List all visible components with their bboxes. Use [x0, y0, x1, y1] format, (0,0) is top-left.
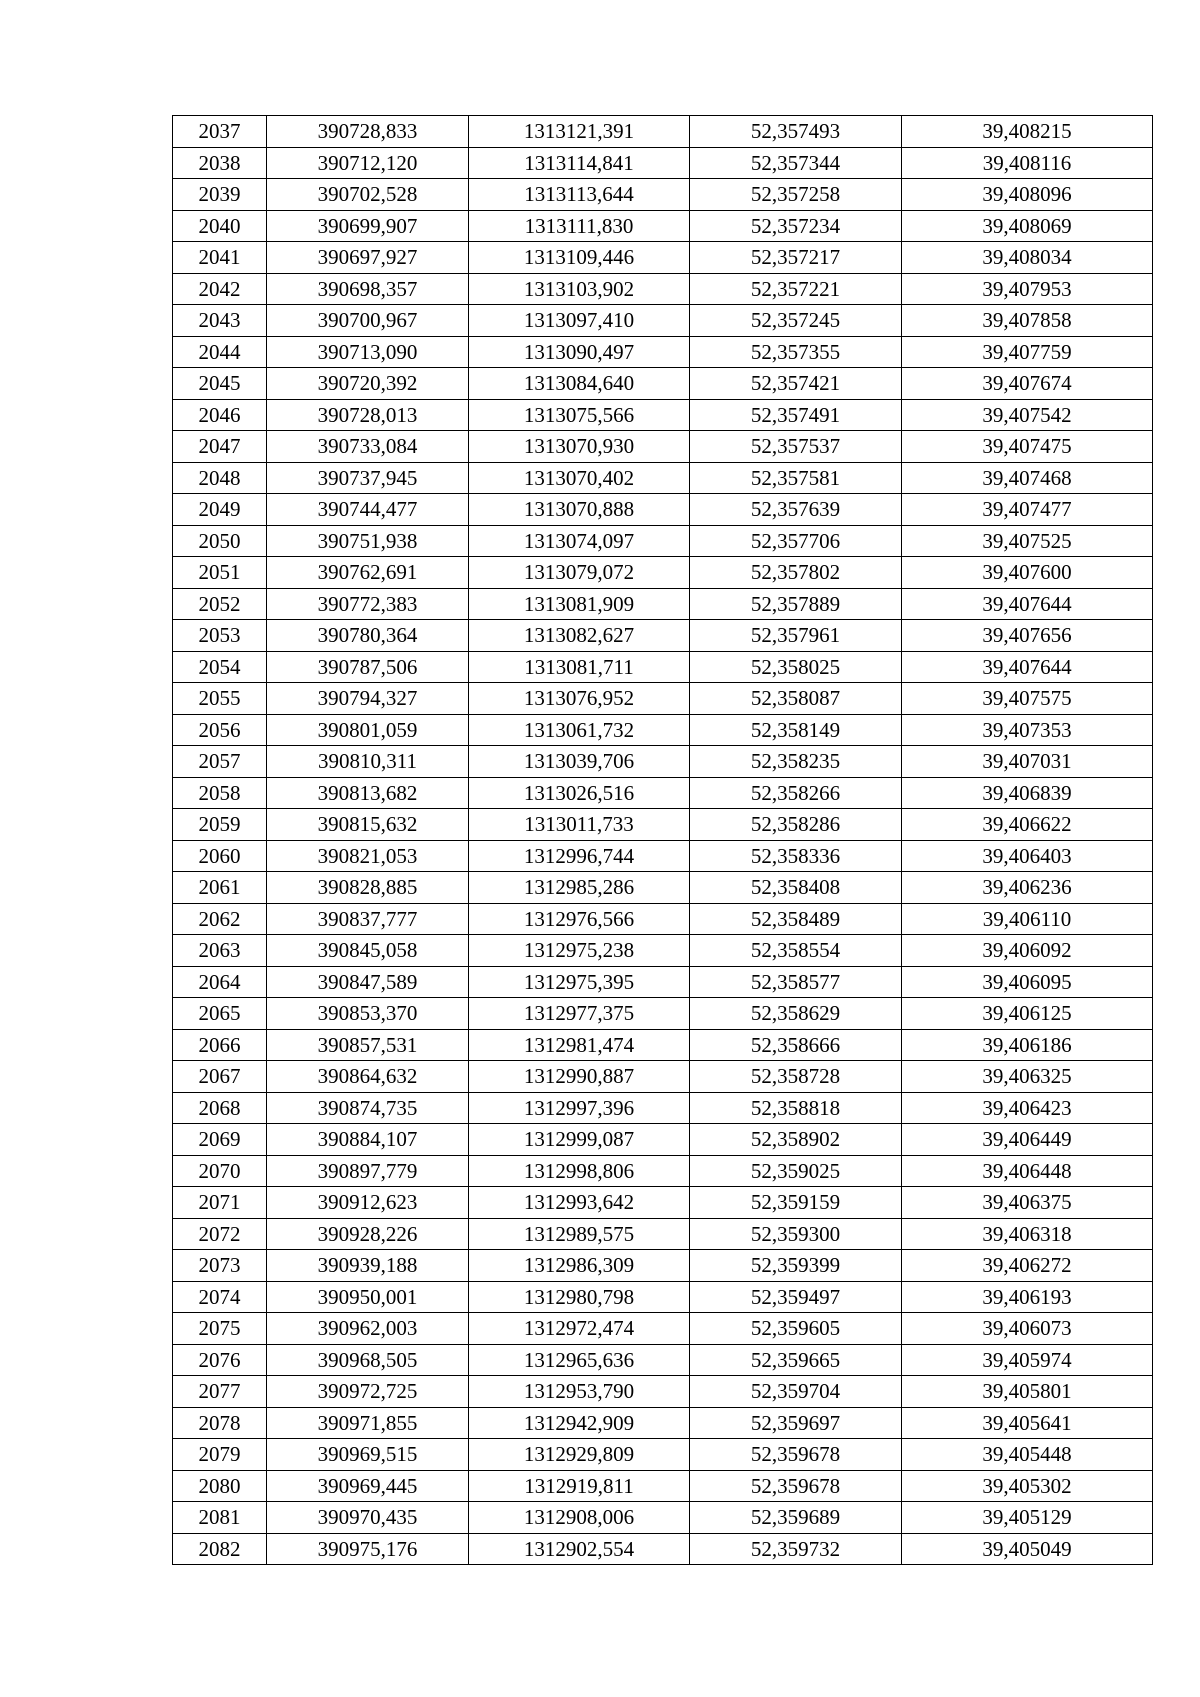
- x-coordinate-cell: 390728,833: [267, 116, 469, 148]
- latitude-cell: 52,359399: [690, 1250, 902, 1282]
- x-coordinate-cell: 390698,357: [267, 273, 469, 305]
- y-coordinate-cell: 1313070,402: [469, 462, 690, 494]
- point-number-cell: 2045: [173, 368, 267, 400]
- point-number-cell: 2072: [173, 1218, 267, 1250]
- table-row: [173, 998, 1153, 1030]
- x-coordinate-cell: 390772,383: [267, 588, 469, 620]
- longitude-cell: 39,407656: [902, 620, 1153, 652]
- table-row: [173, 903, 1153, 935]
- longitude-cell: 39,406110: [902, 903, 1153, 935]
- latitude-cell: 52,359732: [690, 1533, 902, 1565]
- x-coordinate-cell: 390853,370: [267, 998, 469, 1030]
- longitude-cell: 39,406092: [902, 935, 1153, 967]
- table-row: [173, 305, 1153, 337]
- y-coordinate-cell: 1312975,238: [469, 935, 690, 967]
- longitude-cell: 39,406186: [902, 1029, 1153, 1061]
- longitude-cell: 39,406125: [902, 998, 1153, 1030]
- point-number-cell: 2071: [173, 1187, 267, 1219]
- y-coordinate-cell: 1313011,733: [469, 809, 690, 841]
- point-number-cell: 2041: [173, 242, 267, 274]
- table-row: [173, 1502, 1153, 1534]
- point-number-cell: 2081: [173, 1502, 267, 1534]
- y-coordinate-cell: 1312990,887: [469, 1061, 690, 1093]
- point-number-cell: 2038: [173, 147, 267, 179]
- table-row: [173, 525, 1153, 557]
- latitude-cell: 52,359605: [690, 1313, 902, 1345]
- latitude-cell: 52,358408: [690, 872, 902, 904]
- table-row: [173, 746, 1153, 778]
- longitude-cell: 39,406448: [902, 1155, 1153, 1187]
- x-coordinate-cell: 390864,632: [267, 1061, 469, 1093]
- latitude-cell: 52,359704: [690, 1376, 902, 1408]
- y-coordinate-cell: 1313070,888: [469, 494, 690, 526]
- y-coordinate-cell: 1313090,497: [469, 336, 690, 368]
- point-number-cell: 2046: [173, 399, 267, 431]
- point-number-cell: 2060: [173, 840, 267, 872]
- latitude-cell: 52,358087: [690, 683, 902, 715]
- latitude-cell: 52,357245: [690, 305, 902, 337]
- latitude-cell: 52,358902: [690, 1124, 902, 1156]
- table-row: [173, 273, 1153, 305]
- y-coordinate-cell: 1312986,309: [469, 1250, 690, 1282]
- latitude-cell: 52,358666: [690, 1029, 902, 1061]
- longitude-cell: 39,406839: [902, 777, 1153, 809]
- y-coordinate-cell: 1312908,006: [469, 1502, 690, 1534]
- latitude-cell: 52,359665: [690, 1344, 902, 1376]
- longitude-cell: 39,407542: [902, 399, 1153, 431]
- longitude-cell: 39,406073: [902, 1313, 1153, 1345]
- y-coordinate-cell: 1312999,087: [469, 1124, 690, 1156]
- longitude-cell: 39,407644: [902, 651, 1153, 683]
- point-number-cell: 2068: [173, 1092, 267, 1124]
- latitude-cell: 52,357234: [690, 210, 902, 242]
- latitude-cell: 52,359159: [690, 1187, 902, 1219]
- point-number-cell: 2040: [173, 210, 267, 242]
- latitude-cell: 52,358235: [690, 746, 902, 778]
- y-coordinate-cell: 1312975,395: [469, 966, 690, 998]
- point-number-cell: 2052: [173, 588, 267, 620]
- latitude-cell: 52,358266: [690, 777, 902, 809]
- y-coordinate-cell: 1312985,286: [469, 872, 690, 904]
- point-number-cell: 2059: [173, 809, 267, 841]
- longitude-cell: 39,405049: [902, 1533, 1153, 1565]
- x-coordinate-cell: 390810,311: [267, 746, 469, 778]
- x-coordinate-cell: 390912,623: [267, 1187, 469, 1219]
- point-number-cell: 2043: [173, 305, 267, 337]
- table-row: [173, 1439, 1153, 1471]
- y-coordinate-cell: 1313097,410: [469, 305, 690, 337]
- latitude-cell: 52,358554: [690, 935, 902, 967]
- table-row: [173, 1155, 1153, 1187]
- y-coordinate-cell: 1312993,642: [469, 1187, 690, 1219]
- table-row: [173, 651, 1153, 683]
- point-number-cell: 2082: [173, 1533, 267, 1565]
- table-row: [173, 1124, 1153, 1156]
- latitude-cell: 52,357221: [690, 273, 902, 305]
- point-number-cell: 2067: [173, 1061, 267, 1093]
- point-number-cell: 2080: [173, 1470, 267, 1502]
- x-coordinate-cell: 390884,107: [267, 1124, 469, 1156]
- latitude-cell: 52,358489: [690, 903, 902, 935]
- longitude-cell: 39,405641: [902, 1407, 1153, 1439]
- table-row: [173, 210, 1153, 242]
- longitude-cell: 39,405129: [902, 1502, 1153, 1534]
- x-coordinate-cell: 390971,855: [267, 1407, 469, 1439]
- x-coordinate-cell: 390874,735: [267, 1092, 469, 1124]
- y-coordinate-cell: 1312980,798: [469, 1281, 690, 1313]
- x-coordinate-cell: 390801,059: [267, 714, 469, 746]
- x-coordinate-cell: 390700,967: [267, 305, 469, 337]
- point-number-cell: 2039: [173, 179, 267, 211]
- point-number-cell: 2061: [173, 872, 267, 904]
- longitude-cell: 39,407475: [902, 431, 1153, 463]
- x-coordinate-cell: 390787,506: [267, 651, 469, 683]
- longitude-cell: 39,405801: [902, 1376, 1153, 1408]
- y-coordinate-cell: 1313074,097: [469, 525, 690, 557]
- latitude-cell: 52,359697: [690, 1407, 902, 1439]
- latitude-cell: 52,358818: [690, 1092, 902, 1124]
- x-coordinate-cell: 390794,327: [267, 683, 469, 715]
- table-row: [173, 179, 1153, 211]
- point-number-cell: 2047: [173, 431, 267, 463]
- table-row: [173, 935, 1153, 967]
- y-coordinate-cell: 1313081,909: [469, 588, 690, 620]
- x-coordinate-cell: 390713,090: [267, 336, 469, 368]
- longitude-cell: 39,408069: [902, 210, 1153, 242]
- table-row: [173, 336, 1153, 368]
- y-coordinate-cell: 1313109,446: [469, 242, 690, 274]
- x-coordinate-cell: 390780,364: [267, 620, 469, 652]
- x-coordinate-cell: 390813,682: [267, 777, 469, 809]
- x-coordinate-cell: 390969,445: [267, 1470, 469, 1502]
- longitude-cell: 39,405448: [902, 1439, 1153, 1471]
- table-row: [173, 620, 1153, 652]
- latitude-cell: 52,359300: [690, 1218, 902, 1250]
- y-coordinate-cell: 1313070,930: [469, 431, 690, 463]
- longitude-cell: 39,407953: [902, 273, 1153, 305]
- y-coordinate-cell: 1313111,830: [469, 210, 690, 242]
- point-number-cell: 2070: [173, 1155, 267, 1187]
- y-coordinate-cell: 1312929,809: [469, 1439, 690, 1471]
- longitude-cell: 39,408034: [902, 242, 1153, 274]
- y-coordinate-cell: 1312942,909: [469, 1407, 690, 1439]
- point-number-cell: 2073: [173, 1250, 267, 1282]
- latitude-cell: 52,359678: [690, 1439, 902, 1471]
- point-number-cell: 2050: [173, 525, 267, 557]
- point-number-cell: 2065: [173, 998, 267, 1030]
- x-coordinate-cell: 390975,176: [267, 1533, 469, 1565]
- table-row: [173, 147, 1153, 179]
- longitude-cell: 39,406375: [902, 1187, 1153, 1219]
- x-coordinate-cell: 390968,505: [267, 1344, 469, 1376]
- point-number-cell: 2057: [173, 746, 267, 778]
- latitude-cell: 52,358025: [690, 651, 902, 683]
- table-row: [173, 368, 1153, 400]
- longitude-cell: 39,405302: [902, 1470, 1153, 1502]
- y-coordinate-cell: 1313039,706: [469, 746, 690, 778]
- y-coordinate-cell: 1312981,474: [469, 1029, 690, 1061]
- longitude-cell: 39,407525: [902, 525, 1153, 557]
- point-number-cell: 2066: [173, 1029, 267, 1061]
- latitude-cell: 52,359025: [690, 1155, 902, 1187]
- latitude-cell: 52,357961: [690, 620, 902, 652]
- x-coordinate-cell: 390939,188: [267, 1250, 469, 1282]
- table-row: [173, 462, 1153, 494]
- y-coordinate-cell: 1313113,644: [469, 179, 690, 211]
- point-number-cell: 2076: [173, 1344, 267, 1376]
- table-row: [173, 872, 1153, 904]
- latitude-cell: 52,358149: [690, 714, 902, 746]
- point-number-cell: 2049: [173, 494, 267, 526]
- y-coordinate-cell: 1312965,636: [469, 1344, 690, 1376]
- x-coordinate-cell: 390720,392: [267, 368, 469, 400]
- point-number-cell: 2042: [173, 273, 267, 305]
- table-row: [173, 1407, 1153, 1439]
- latitude-cell: 52,358577: [690, 966, 902, 998]
- y-coordinate-cell: 1312953,790: [469, 1376, 690, 1408]
- longitude-cell: 39,405974: [902, 1344, 1153, 1376]
- x-coordinate-cell: 390972,725: [267, 1376, 469, 1408]
- longitude-cell: 39,407468: [902, 462, 1153, 494]
- table-row: [173, 840, 1153, 872]
- y-coordinate-cell: 1312976,566: [469, 903, 690, 935]
- longitude-cell: 39,407759: [902, 336, 1153, 368]
- table-row: [173, 1218, 1153, 1250]
- x-coordinate-cell: 390733,084: [267, 431, 469, 463]
- point-number-cell: 2044: [173, 336, 267, 368]
- table-row: [173, 1470, 1153, 1502]
- x-coordinate-cell: 390970,435: [267, 1502, 469, 1534]
- table-row: [173, 1029, 1153, 1061]
- x-coordinate-cell: 390751,938: [267, 525, 469, 557]
- point-number-cell: 2054: [173, 651, 267, 683]
- longitude-cell: 39,408116: [902, 147, 1153, 179]
- longitude-cell: 39,407674: [902, 368, 1153, 400]
- y-coordinate-cell: 1313081,711: [469, 651, 690, 683]
- x-coordinate-cell: 390702,528: [267, 179, 469, 211]
- y-coordinate-cell: 1312996,744: [469, 840, 690, 872]
- table-row: [173, 399, 1153, 431]
- table-row: [173, 809, 1153, 841]
- y-coordinate-cell: 1312919,811: [469, 1470, 690, 1502]
- y-coordinate-cell: 1313082,627: [469, 620, 690, 652]
- point-number-cell: 2062: [173, 903, 267, 935]
- table-row: [173, 1187, 1153, 1219]
- table-row: [173, 1061, 1153, 1093]
- latitude-cell: 52,357355: [690, 336, 902, 368]
- longitude-cell: 39,406622: [902, 809, 1153, 841]
- table-row: [173, 242, 1153, 274]
- point-number-cell: 2037: [173, 116, 267, 148]
- x-coordinate-cell: 390728,013: [267, 399, 469, 431]
- x-coordinate-cell: 390969,515: [267, 1439, 469, 1471]
- longitude-cell: 39,406272: [902, 1250, 1153, 1282]
- table-row: [173, 557, 1153, 589]
- y-coordinate-cell: 1313121,391: [469, 116, 690, 148]
- y-coordinate-cell: 1313061,732: [469, 714, 690, 746]
- x-coordinate-cell: 390950,001: [267, 1281, 469, 1313]
- y-coordinate-cell: 1312902,554: [469, 1533, 690, 1565]
- latitude-cell: 52,358629: [690, 998, 902, 1030]
- latitude-cell: 52,357889: [690, 588, 902, 620]
- x-coordinate-cell: 390815,632: [267, 809, 469, 841]
- latitude-cell: 52,358286: [690, 809, 902, 841]
- x-coordinate-cell: 390712,120: [267, 147, 469, 179]
- longitude-cell: 39,406095: [902, 966, 1153, 998]
- y-coordinate-cell: 1312977,375: [469, 998, 690, 1030]
- latitude-cell: 52,357639: [690, 494, 902, 526]
- x-coordinate-cell: 390828,885: [267, 872, 469, 904]
- latitude-cell: 52,357217: [690, 242, 902, 274]
- point-number-cell: 2053: [173, 620, 267, 652]
- longitude-cell: 39,407644: [902, 588, 1153, 620]
- point-number-cell: 2048: [173, 462, 267, 494]
- x-coordinate-cell: 390847,589: [267, 966, 469, 998]
- table-row: [173, 1533, 1153, 1565]
- longitude-cell: 39,408215: [902, 116, 1153, 148]
- y-coordinate-cell: 1312989,575: [469, 1218, 690, 1250]
- y-coordinate-cell: 1313114,841: [469, 147, 690, 179]
- table-row: [173, 1281, 1153, 1313]
- x-coordinate-cell: 390897,779: [267, 1155, 469, 1187]
- x-coordinate-cell: 390962,003: [267, 1313, 469, 1345]
- table-row: [173, 116, 1153, 148]
- latitude-cell: 52,359678: [690, 1470, 902, 1502]
- longitude-cell: 39,406423: [902, 1092, 1153, 1124]
- x-coordinate-cell: 390821,053: [267, 840, 469, 872]
- point-number-cell: 2077: [173, 1376, 267, 1408]
- y-coordinate-cell: 1312998,806: [469, 1155, 690, 1187]
- point-number-cell: 2079: [173, 1439, 267, 1471]
- y-coordinate-cell: 1313084,640: [469, 368, 690, 400]
- longitude-cell: 39,406318: [902, 1218, 1153, 1250]
- longitude-cell: 39,407858: [902, 305, 1153, 337]
- x-coordinate-cell: 390697,927: [267, 242, 469, 274]
- point-number-cell: 2074: [173, 1281, 267, 1313]
- point-number-cell: 2056: [173, 714, 267, 746]
- table-row: [173, 683, 1153, 715]
- x-coordinate-cell: 390762,691: [267, 557, 469, 589]
- table-row: [173, 1092, 1153, 1124]
- coordinates-table-body: [173, 116, 1153, 1565]
- x-coordinate-cell: 390837,777: [267, 903, 469, 935]
- latitude-cell: 52,359497: [690, 1281, 902, 1313]
- longitude-cell: 39,407600: [902, 557, 1153, 589]
- point-number-cell: 2051: [173, 557, 267, 589]
- table-row: [173, 777, 1153, 809]
- y-coordinate-cell: 1313079,072: [469, 557, 690, 589]
- point-number-cell: 2055: [173, 683, 267, 715]
- latitude-cell: 52,357493: [690, 116, 902, 148]
- longitude-cell: 39,408096: [902, 179, 1153, 211]
- x-coordinate-cell: 390857,531: [267, 1029, 469, 1061]
- longitude-cell: 39,406403: [902, 840, 1153, 872]
- longitude-cell: 39,406449: [902, 1124, 1153, 1156]
- longitude-cell: 39,407031: [902, 746, 1153, 778]
- longitude-cell: 39,407575: [902, 683, 1153, 715]
- table-row: [173, 494, 1153, 526]
- point-number-cell: 2069: [173, 1124, 267, 1156]
- table-row: [173, 966, 1153, 998]
- latitude-cell: 52,357258: [690, 179, 902, 211]
- longitude-cell: 39,407353: [902, 714, 1153, 746]
- point-number-cell: 2063: [173, 935, 267, 967]
- x-coordinate-cell: 390699,907: [267, 210, 469, 242]
- latitude-cell: 52,357421: [690, 368, 902, 400]
- longitude-cell: 39,407477: [902, 494, 1153, 526]
- point-number-cell: 2064: [173, 966, 267, 998]
- latitude-cell: 52,357537: [690, 431, 902, 463]
- x-coordinate-cell: 390845,058: [267, 935, 469, 967]
- table-row: [173, 1376, 1153, 1408]
- y-coordinate-cell: 1313075,566: [469, 399, 690, 431]
- latitude-cell: 52,357491: [690, 399, 902, 431]
- longitude-cell: 39,406193: [902, 1281, 1153, 1313]
- table-row: [173, 588, 1153, 620]
- point-number-cell: 2078: [173, 1407, 267, 1439]
- table-row: [173, 1344, 1153, 1376]
- y-coordinate-cell: 1313076,952: [469, 683, 690, 715]
- y-coordinate-cell: 1312972,474: [469, 1313, 690, 1345]
- latitude-cell: 52,358336: [690, 840, 902, 872]
- y-coordinate-cell: 1313103,902: [469, 273, 690, 305]
- longitude-cell: 39,406236: [902, 872, 1153, 904]
- latitude-cell: 52,357344: [690, 147, 902, 179]
- point-number-cell: 2075: [173, 1313, 267, 1345]
- table-row: [173, 431, 1153, 463]
- x-coordinate-cell: 390928,226: [267, 1218, 469, 1250]
- longitude-cell: 39,406325: [902, 1061, 1153, 1093]
- latitude-cell: 52,357706: [690, 525, 902, 557]
- table-row: [173, 1313, 1153, 1345]
- coordinates-table: [172, 115, 1153, 1565]
- latitude-cell: 52,358728: [690, 1061, 902, 1093]
- y-coordinate-cell: 1313026,516: [469, 777, 690, 809]
- latitude-cell: 52,357581: [690, 462, 902, 494]
- x-coordinate-cell: 390737,945: [267, 462, 469, 494]
- latitude-cell: 52,359689: [690, 1502, 902, 1534]
- point-number-cell: 2058: [173, 777, 267, 809]
- table-row: [173, 714, 1153, 746]
- y-coordinate-cell: 1312997,396: [469, 1092, 690, 1124]
- table-row: [173, 1250, 1153, 1282]
- x-coordinate-cell: 390744,477: [267, 494, 469, 526]
- latitude-cell: 52,357802: [690, 557, 902, 589]
